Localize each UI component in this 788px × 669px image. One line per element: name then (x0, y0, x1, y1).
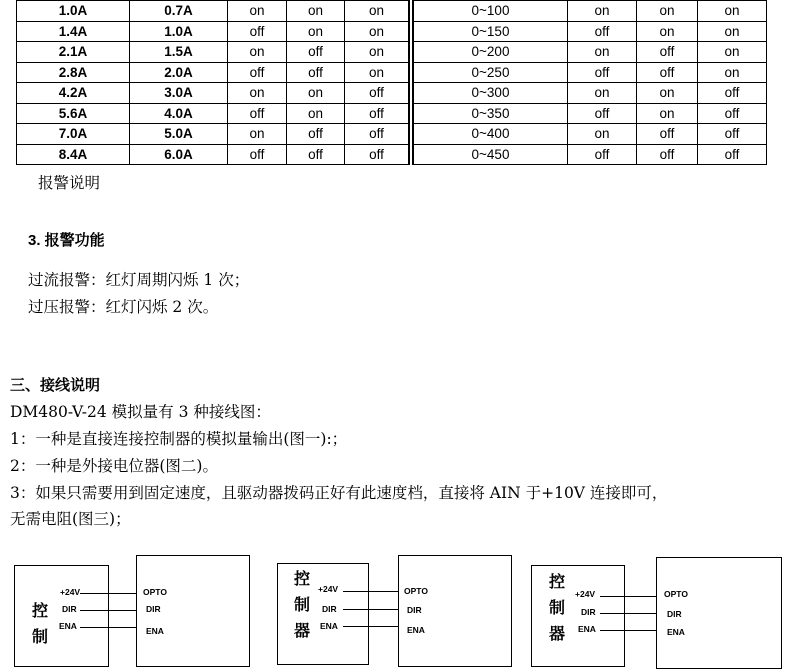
table-row (17, 1, 767, 22)
ctrl-char-3-2: 制 (548, 598, 565, 617)
table-cell: 0~400 (413, 124, 568, 145)
d2-wire-3 (343, 626, 398, 627)
table-cell: on (228, 83, 287, 104)
table-cell: on (345, 21, 410, 42)
table-cell: 1.4A (17, 21, 130, 42)
table-cell: on (345, 1, 410, 22)
table-cell: on (345, 62, 410, 83)
d3-left-ena: ENA (578, 624, 596, 634)
table-cell: off (568, 144, 637, 165)
table-cell: 1.0A (17, 1, 130, 22)
table-row (17, 62, 767, 83)
ctrl-char-3-1: 控 (548, 572, 565, 591)
table-cell: off (698, 144, 767, 165)
table-row (17, 21, 767, 42)
table-cell: off (228, 144, 287, 165)
table-cell: 0~350 (413, 103, 568, 124)
table-row (17, 83, 767, 104)
d3-wire-1 (600, 596, 656, 597)
table-cell: 0~150 (413, 21, 568, 42)
table-cell: 1.0A (130, 21, 228, 42)
table-cell: off (637, 62, 698, 83)
d3-right-dir: DIR (667, 609, 682, 619)
wiring-line-2: 1：一种是直接连接控制器的模拟量输出(图一):； (10, 430, 348, 448)
ctrl-char-3-3: 器 (548, 624, 565, 643)
table-cell: off (345, 103, 410, 124)
d1-right-dir: DIR (146, 604, 161, 614)
d3-right-opto: OPTO (664, 589, 688, 599)
table-cell: on (568, 42, 637, 63)
table-row (17, 124, 767, 145)
table-cell: off (287, 144, 345, 165)
alarm-line-1: 过流报警：红灯周期闪烁 1 次； (28, 271, 250, 289)
table-cell: 0.7A (130, 1, 228, 22)
table-cell: on (637, 83, 698, 104)
table-cell: on (345, 42, 410, 63)
d3-wire-3 (600, 630, 656, 631)
table-cell: 5.6A (17, 103, 130, 124)
table-cell: on (698, 42, 767, 63)
table-cell: 0~450 (413, 144, 568, 165)
table-cell: on (568, 1, 637, 22)
table-cell: on (228, 1, 287, 22)
ctrl-char-2-2: 制 (293, 595, 310, 614)
ctrl-char-1-2: 制 (31, 627, 48, 646)
table-cell: on (287, 103, 345, 124)
table-cell: off (287, 42, 345, 63)
table-cell: 8.4A (17, 144, 130, 165)
table-cell: 0~100 (413, 1, 568, 22)
table-cell: 2.8A (17, 62, 130, 83)
table-cell: off (228, 103, 287, 124)
wiring-title: 三、接线说明 (10, 377, 101, 394)
table-cell: 0~300 (413, 83, 568, 104)
table-cell: on (287, 1, 345, 22)
table-cell: 2.1A (17, 42, 130, 63)
table-cell: off (637, 124, 698, 145)
d2-right-dir: DIR (407, 605, 422, 615)
table-cell: on (287, 21, 345, 42)
d2-left-ena: ENA (320, 621, 338, 631)
d1-left-24v: +24V (60, 587, 81, 597)
table-cell: 7.0A (17, 124, 130, 145)
table-cell: off (637, 144, 698, 165)
d2-wire-1 (343, 591, 398, 592)
table-cell: off (698, 124, 767, 145)
d1-right-ena: ENA (146, 626, 164, 636)
table-cell: off (568, 103, 637, 124)
ctrl-char-2-3: 器 (293, 621, 310, 640)
table-cell: 4.0A (130, 103, 228, 124)
d1-wire-2 (80, 610, 136, 611)
d3-wire-2 (600, 613, 656, 614)
d2-right-opto: OPTO (404, 586, 428, 596)
table-cell: off (287, 124, 345, 145)
d3-left-24v: +24V (575, 589, 596, 599)
d1-left-dir: DIR (62, 604, 77, 614)
table-cell: on (637, 21, 698, 42)
wiring-line-1: DM480-V-24 模拟量有 3 种接线图： (10, 403, 271, 421)
table-cell: off (345, 83, 410, 104)
d1-left-ena: ENA (59, 621, 77, 631)
table-row (17, 42, 767, 63)
wiring-line-5: 无需电阻(图三)； (10, 510, 131, 528)
table-caption: 报警说明 (38, 174, 101, 192)
table-cell: 5.0A (130, 124, 228, 145)
dip-switch-table (16, 0, 767, 165)
ctrl-char-2-1: 控 (293, 569, 310, 588)
d2-wire-2 (343, 609, 398, 610)
d1-right-opto: OPTO (143, 587, 167, 597)
table-cell: on (568, 83, 637, 104)
d2-left-dir: DIR (322, 604, 337, 614)
table-cell: on (568, 124, 637, 145)
table-cell: off (287, 62, 345, 83)
wiring-line-4: 3：如果只需要用到固定速度，且驱动器拨码正好有此速度档，直接将 AIN 于+10V 连接即可， (10, 484, 668, 502)
table-cell: off (568, 62, 637, 83)
table-cell: on (698, 21, 767, 42)
d1-wire-1 (80, 593, 136, 594)
table-row (17, 103, 767, 124)
table-cell: 6.0A (130, 144, 228, 165)
table-cell: 1.5A (130, 42, 228, 63)
table-cell: 0~200 (413, 42, 568, 63)
ctrl-char-1-1: 控 (31, 601, 48, 620)
d3-left-dir: DIR (581, 607, 596, 617)
table-cell: on (637, 1, 698, 22)
wiring-line-3: 2：一种是外接电位器(图二)。 (10, 457, 218, 475)
table-cell: 0~250 (413, 62, 568, 83)
d2-left-24v: +24V (318, 584, 339, 594)
table-cell: off (698, 103, 767, 124)
table-cell: off (228, 21, 287, 42)
table-cell: on (698, 1, 767, 22)
table-row (17, 144, 767, 165)
table-cell: on (698, 62, 767, 83)
table-cell: off (345, 144, 410, 165)
table-cell: off (698, 83, 767, 104)
table-cell: on (287, 83, 345, 104)
table-cell: off (228, 62, 287, 83)
table-cell: 4.2A (17, 83, 130, 104)
alarm-line-2: 过压报警：红灯闪烁 2 次。 (28, 298, 219, 316)
table-cell: off (345, 124, 410, 145)
d1-wire-3 (80, 627, 136, 628)
section-3-title: 3. 报警功能 (28, 232, 105, 249)
table-cell: on (228, 42, 287, 63)
table-cell: on (637, 103, 698, 124)
table-cell: off (637, 42, 698, 63)
d3-right-ena: ENA (667, 627, 685, 637)
d2-right-ena: ENA (407, 625, 425, 635)
table-cell: off (568, 21, 637, 42)
table-cell: on (228, 124, 287, 145)
table-cell: 3.0A (130, 83, 228, 104)
table-cell: 2.0A (130, 62, 228, 83)
controller-box-2 (277, 563, 369, 665)
